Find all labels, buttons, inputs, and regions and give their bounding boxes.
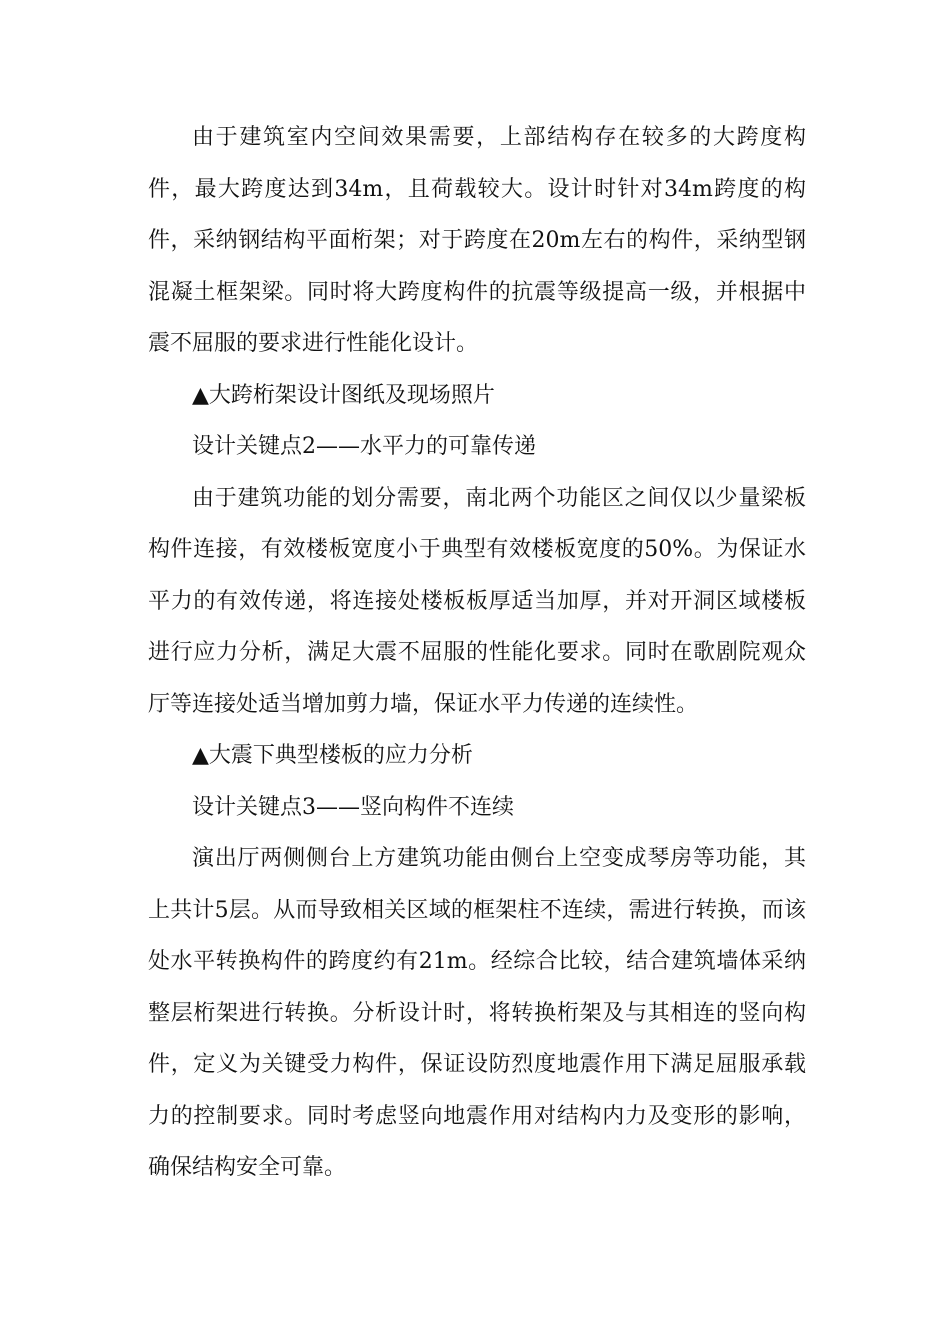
document-body (148, 112, 806, 1194)
figure-caption-slab-stress-analysis: ▲大震下典型楼板的应力分析 (192, 743, 473, 768)
section-heading-key-point-3: 设计关键点3——竖向构件不连续 (192, 794, 514, 820)
figure-caption-truss-drawings: ▲大跨桁架设计图纸及现场照片 (192, 382, 495, 408)
section-heading-key-point-2: 设计关键点2——水平力的可靠传递 (192, 434, 536, 459)
paragraph-vertical-discontinuity: 演出厅两侧侧台上方建筑功能由侧台上空变成琴房等功能，其上共计5层。从而导致相关区域的框架柱不连续，需进行转换，而该处水平转换构件的跨度约有21m。经综合比较，结合建筑墙体采纳整层桁架进行转换。分析设计时，将转换桁架及与其相连的竖向构件，定义为关键受力构件，保证设防烈度地震作用下满足屈服承载力的控制要求。同时考虑竖向地震作用对结构内力及变形的影响，确保结构安全可靠。 (148, 846, 806, 1180)
paragraph-horizontal-force-transfer: 由于建筑功能的划分需要，南北两个功能区之间仅以少量梁板构件连接，有效楼板宽度小于典型有效楼板宽度的50%。为保证水平力的有效传递，将连接处楼板板厚适当加厚，并对开洞区域楼板进行应力分析，满足大震不屈服的性能化要求。同时在歌剧院观众厅等连接处适当增加剪力墙，保证水平力传递的连续性。 (148, 485, 806, 717)
paragraph-large-span-design: 由于建筑室内空间效果需要，上部结构存在较多的大跨度构件，最大跨度达到34m，且荷载较大。设计时针对34m跨度的构件，采纳钢结构平面桁架；对于跨度在20m左右的构件，采纳型钢混凝土框架梁。同时将大跨度构件的抗震等级提高一级，并根据中震不屈服的要求进行性能化设计。 (148, 125, 806, 356)
